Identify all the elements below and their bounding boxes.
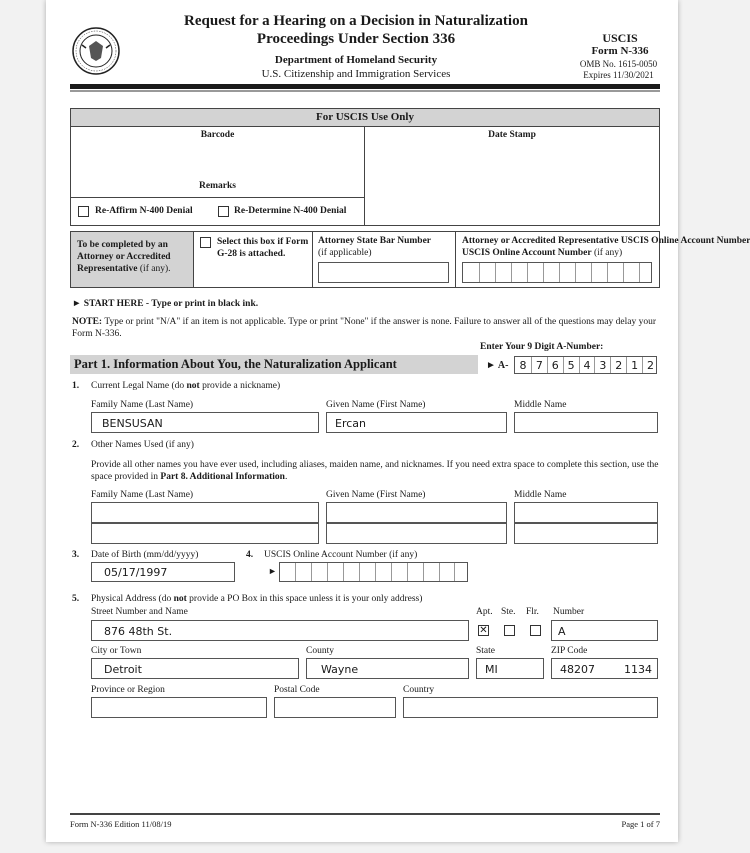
- attorney-account-label: Attorney or Accredited Representative USCIS Online Account Number: [462, 236, 750, 246]
- q2-given-label: Given Name (First Name): [326, 490, 426, 500]
- unit-number-value: A: [558, 625, 566, 638]
- agency-name: U.S. Citizenship and Immigration Services: [261, 68, 451, 80]
- attorney-if-any: (if any).: [139, 264, 171, 274]
- footer-rule: [70, 813, 660, 815]
- county-label: County: [306, 646, 334, 656]
- city-label: City or Town: [91, 646, 142, 656]
- other-given-name-input-1[interactable]: [326, 502, 507, 523]
- q2-number: 2.: [72, 440, 80, 450]
- remarks-label: Remarks: [199, 181, 236, 191]
- zip-label: ZIP Code: [551, 646, 588, 656]
- note-text: Type or print "N/A" if an item is not applicable. Type or print "None" if the answer is none. Failure to answer all of the questions may delay your Form N-336.: [72, 317, 656, 339]
- bar-number-sub: (if applicable): [318, 248, 372, 258]
- postal-code-label: Postal Code: [274, 685, 320, 695]
- country-input[interactable]: [403, 697, 658, 718]
- q4-arrow-icon: ►: [268, 566, 277, 576]
- q1-number: 1.: [72, 381, 80, 391]
- flr-checkbox[interactable]: [530, 625, 541, 636]
- note-label: NOTE:: [72, 317, 103, 327]
- form-number: Form N-336: [591, 45, 649, 57]
- q5-number: 5.: [72, 594, 80, 604]
- q3-label: Date of Birth (mm/dd/yyyy): [91, 550, 199, 560]
- uscis-use-only-title: For USCIS Use Only: [71, 109, 659, 127]
- remarks-rule: [71, 197, 364, 198]
- attorney-account-sub: (if any): [593, 248, 623, 258]
- start-here-text: START HERE - Type or print in black ink.: [83, 299, 259, 309]
- ste-label: Ste.: [501, 607, 516, 617]
- q2-label: Other Names Used (if any): [91, 440, 194, 450]
- other-middle-name-input-1[interactable]: [514, 502, 658, 523]
- state-input[interactable]: [476, 658, 544, 679]
- province-label: Province or Region: [91, 685, 165, 695]
- ste-checkbox[interactable]: [504, 625, 515, 636]
- header-rule-thin: [70, 90, 660, 92]
- a-number-input[interactable]: [514, 356, 657, 374]
- q5-label: Physical Address (do not provide a PO Box in this space unless it is your only address): [91, 594, 423, 604]
- g28-checkbox[interactable]: [200, 237, 211, 248]
- reaffirm-checkbox[interactable]: [78, 206, 89, 217]
- family-name-input[interactable]: [91, 412, 319, 433]
- province-input[interactable]: [91, 697, 267, 718]
- apt-label: Apt.: [476, 607, 493, 617]
- q1-family-label: Family Name (Last Name): [91, 400, 194, 410]
- a-number-prefix: ► A-: [486, 360, 509, 371]
- department-name: Department of Homeland Security: [274, 54, 438, 66]
- street-input[interactable]: [91, 620, 469, 641]
- attorney-divider-1: [312, 232, 313, 287]
- a-number-digit: 2: [610, 357, 626, 373]
- a-number-digit: 1: [626, 357, 642, 373]
- apt-checkbox[interactable]: ✕: [479, 625, 488, 636]
- form-title: [166, 12, 546, 48]
- a-number-digit: 6: [547, 357, 563, 373]
- state-label: State: [476, 646, 495, 656]
- dhs-seal-icon: [72, 27, 120, 75]
- given-name-value: Ercan: [335, 417, 366, 430]
- header-rule: [70, 84, 660, 89]
- unit-number-label: Number: [553, 607, 585, 617]
- omb-number: OMB No. 1615-0050: [579, 59, 658, 69]
- a-number-digit: 7: [531, 357, 547, 373]
- q4-number: 4.: [246, 550, 254, 560]
- a-number-digit: 8: [519, 359, 527, 372]
- g28-label: Select this box if Form G-28 is attached.: [217, 237, 309, 259]
- other-family-name-input-1[interactable]: [91, 502, 319, 523]
- footer-page: Page 1 of 7: [621, 819, 660, 829]
- q1-middle-label: Middle Name: [514, 400, 567, 410]
- country-label: Country: [403, 685, 435, 695]
- a-number-digit: 4: [579, 357, 595, 373]
- attorney-completed-by-text: To be completed by an Attorney or Accredited Representative: [77, 240, 171, 274]
- expiration-date: Expires 11/30/2021: [583, 70, 654, 80]
- note-block: [72, 316, 662, 340]
- uscis-divider: [364, 126, 365, 225]
- zip-value: 48207: [560, 663, 595, 676]
- q1-given-label: Given Name (First Name): [326, 400, 426, 410]
- middle-name-input[interactable]: [514, 412, 658, 433]
- q1-label: Current Legal Name (do not provide a nickname): [91, 381, 281, 391]
- bar-number-label: Attorney State Bar Number: [318, 236, 432, 246]
- state-value: MI: [485, 663, 498, 676]
- a-number-digit: 3: [594, 357, 610, 373]
- start-here: ► START HERE - Type or print in black ink.: [72, 299, 259, 309]
- city-input[interactable]: [91, 658, 299, 679]
- uscis-account-input[interactable]: [279, 562, 468, 582]
- reaffirm-label: Re-Affirm N-400 Denial: [95, 206, 193, 216]
- title-line-2: Proceedings Under Section 336: [256, 31, 456, 47]
- attorney-divider-2: [455, 232, 456, 287]
- attorney-account-label-2: USCIS Online Account Number (if any): [462, 248, 623, 258]
- postal-code-input[interactable]: [274, 697, 396, 718]
- street-value: 876 48th St.: [104, 625, 173, 638]
- q3-number: 3.: [72, 550, 80, 560]
- part1-header: [70, 355, 478, 374]
- date-stamp-label: Date Stamp: [488, 130, 536, 140]
- county-input[interactable]: [306, 658, 469, 679]
- city-value: Detroit: [104, 663, 142, 676]
- zip-input[interactable]: [551, 658, 658, 679]
- attorney-completed-by: [77, 239, 191, 275]
- redetermine-label: Re-Determine N-400 Denial: [234, 206, 347, 216]
- barcode-label: Barcode: [200, 130, 235, 140]
- redetermine-checkbox[interactable]: [218, 206, 229, 217]
- date-of-birth-value: 05/17/1997: [104, 566, 168, 579]
- county-value: Wayne: [321, 663, 359, 676]
- family-name-value: BENSUSAN: [102, 417, 163, 430]
- a-number-digit: 5: [563, 357, 579, 373]
- other-family-name-input-2[interactable]: [91, 523, 319, 544]
- flr-label: Flr.: [526, 607, 539, 617]
- attorney-account-input[interactable]: [462, 262, 652, 283]
- q2-description: Provide all other names you have ever used, including aliases, maiden name, and nicknames. If you need extra space to complete this section, use the space provided in Part 8. Additional Information.: [91, 460, 659, 482]
- title-line-1: Request for a Hearing on a Decision in Naturalization: [184, 13, 528, 29]
- a-number-digit: 2: [642, 357, 658, 373]
- street-label: Street Number and Name: [91, 607, 188, 617]
- given-name-input[interactable]: [326, 412, 507, 433]
- zip-extension-value: 1134: [624, 663, 652, 676]
- bar-number-input[interactable]: [318, 262, 449, 283]
- part1-title: Part 1. Information About You, the Naturalization Applicant: [74, 357, 397, 371]
- date-of-birth-input[interactable]: [91, 562, 235, 582]
- other-given-name-input-2[interactable]: [326, 523, 507, 544]
- q4-label: USCIS Online Account Number (if any): [264, 550, 418, 560]
- footer-edition: Form N-336 Edition 11/08/19: [70, 819, 172, 829]
- a-number-label: Enter Your 9 Digit A-Number:: [480, 342, 604, 352]
- q2-family-label: Family Name (Last Name): [91, 490, 194, 500]
- uscis-label: USCIS: [602, 31, 638, 45]
- unit-number-input[interactable]: [551, 620, 658, 641]
- q2-middle-label: Middle Name: [514, 490, 567, 500]
- form-page: [46, 0, 750, 842]
- other-middle-name-input-2[interactable]: [514, 523, 658, 544]
